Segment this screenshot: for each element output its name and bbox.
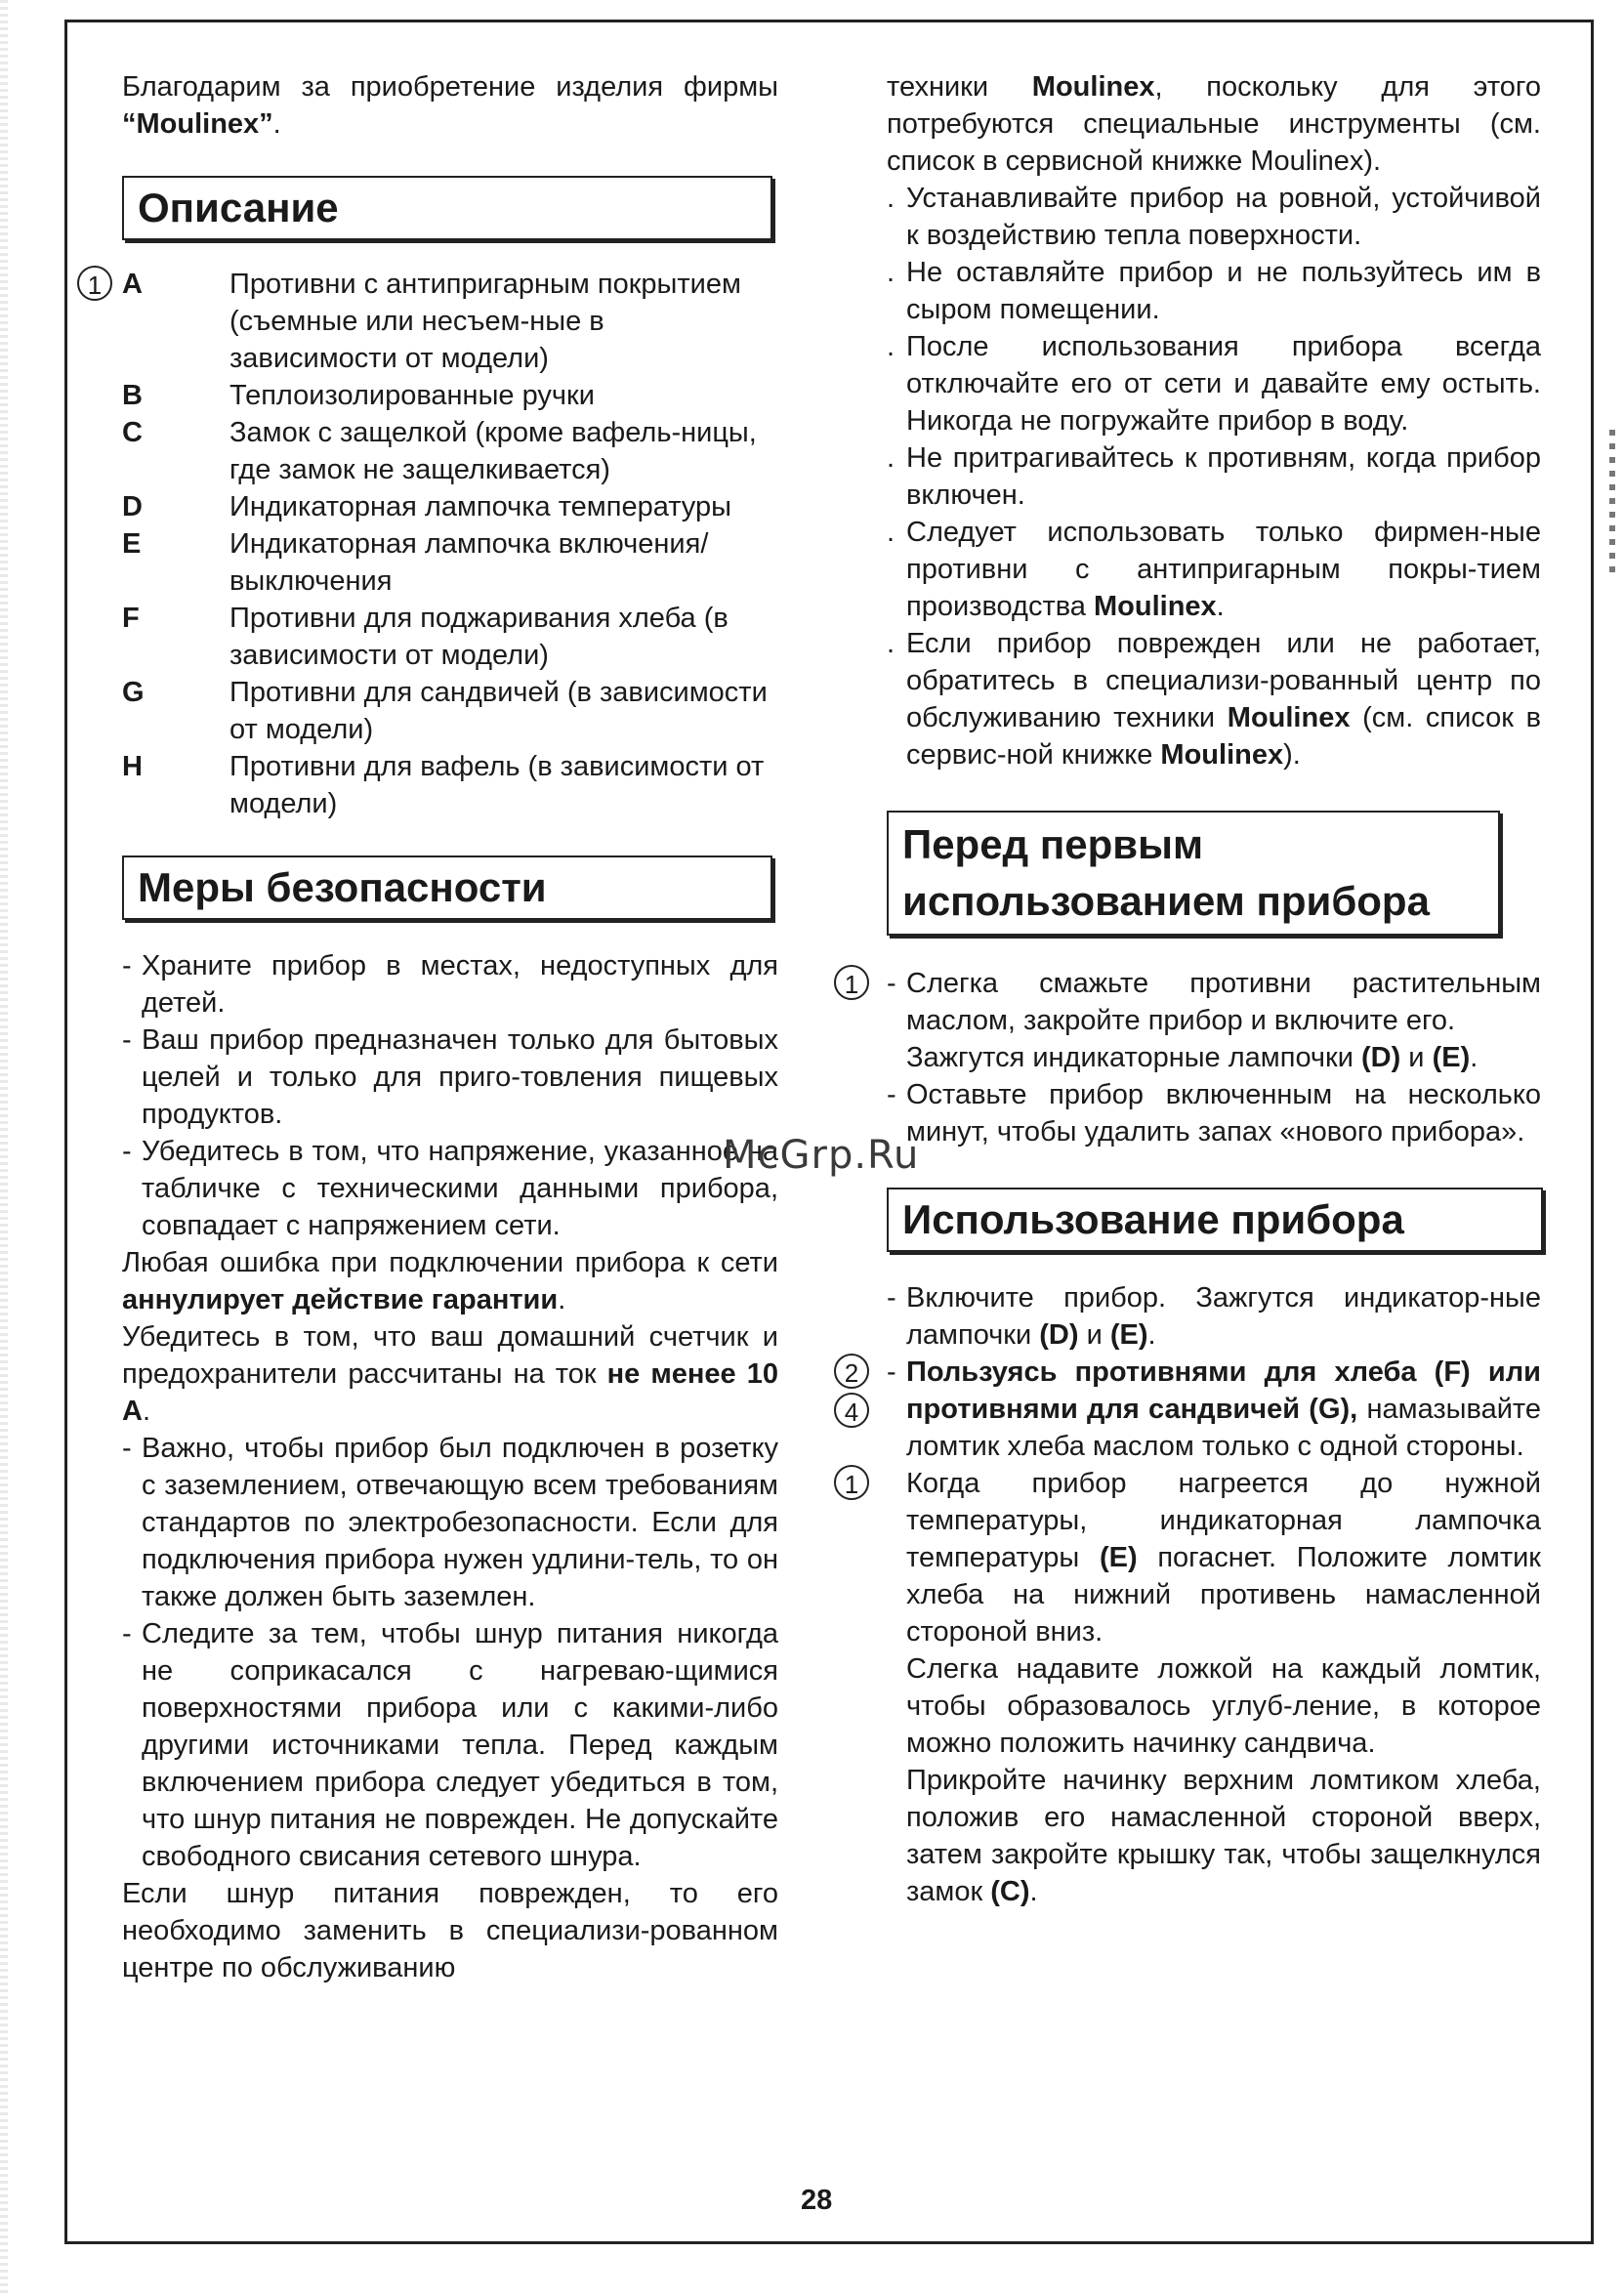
watermark: McGrp.Ru bbox=[723, 1133, 920, 1178]
page-number: 28 bbox=[801, 2185, 833, 2216]
safety-current-text: Убедитесь в том, что ваш домашний счетчик и предохранители рассчитаны на ток не менее 10 А. bbox=[122, 1321, 779, 1427]
safety-bullet-9: . Не притрагивайтесь к противням, когда прибор включен. bbox=[887, 442, 1541, 511]
safety-bullet-11: . Если прибор поврежден или не работает, обратитесь в специализи-рованный центр по обслуживанию техники Moulinex (см. список в сервис-ной книжке Moulinex). bbox=[887, 628, 1541, 771]
desc-item-d: D Индикаторная лампочка температуры bbox=[122, 491, 731, 522]
desc-item-c: C Замок с защелкой (кроме вафель-ницы, где замок не защелкивается) bbox=[122, 417, 757, 485]
intro-text: Благодарим за приобретение изделия фирмы “Moulinex”. bbox=[122, 71, 778, 140]
scan-edge-marks bbox=[1609, 430, 1615, 576]
usage-heading: Использование прибора bbox=[887, 1188, 1543, 1252]
safety-bullet-8: . После использования прибора всегда отключайте его от сети и давайте ему остыть. Никогда не погружайте прибор в воду. bbox=[887, 331, 1541, 437]
left-column bbox=[87, 68, 779, 1986]
first-use-bullet-2: - Оставьте прибор включенным на несколько минут, чтобы удалить запах «нового прибора». bbox=[887, 1079, 1541, 1148]
safety-bullet-6: . Устанавливайте прибор на ровной, устойчивой к воздействию тепла поверхности. bbox=[887, 183, 1541, 251]
safety-bullet-4: - Важно, чтобы прибор был подключен в розетку с заземлением, отвечающую всем требованиям стандартов по электробезопасности. Если для подключения прибора нужен удлини-тель, то он также должен быть заземлен. bbox=[122, 1433, 778, 1612]
usage-bullet-2-wrap bbox=[844, 1354, 1542, 1465]
safety-bullet-10: . Следует использовать только фирмен-ные противни с антипригарным покры-тием производства Moulinex. bbox=[887, 517, 1541, 622]
figure-ref-4: 4 bbox=[834, 1393, 869, 1428]
desc-item-g: G Противни для сандвичей (в зависимости от модели) bbox=[122, 677, 768, 745]
usage-step-press: Слегка надавите ложкой на каждый ломтик, чтобы образовалось углуб-ление, в которое можно положить начинку сандвича. bbox=[906, 1653, 1541, 1759]
usage-step-heat: Когда прибор нагреется до нужной температуры, индикаторная лампочка температуры (E) погаснет. Положите ломтик хлеба на нижний противень намасленной стороной вниз. bbox=[906, 1468, 1541, 1648]
figure-ref-1: 1 bbox=[77, 266, 112, 301]
safety-warranty-text: Любая ошибка при подключении прибора к сети аннулирует действие гарантии. bbox=[122, 1247, 778, 1315]
safety-bullet-5: - Следите за тем, чтобы шнур питания никогда не соприкасался с нагреваю-щимися поверхностями прибора или с какими-либо другими источниками тепла. Перед каждым включением прибора следует убедиться в том, что шнур питания не поврежден. Не допускайте свободного свисания сетевого шнура. bbox=[122, 1618, 778, 1872]
usage-bullet-1: - Включите прибор. Зажгутся индикатор-ные лампочки (D) и (E). bbox=[887, 1282, 1541, 1351]
first-use-heading: Перед первым использованием прибора bbox=[887, 811, 1500, 936]
description-heading: Описание bbox=[122, 176, 772, 240]
safety-heading: Меры безопасности bbox=[122, 855, 772, 920]
figure-ref-1-first-use: 1 bbox=[834, 965, 869, 1000]
usage-steps bbox=[844, 1465, 1541, 1910]
desc-item-a: A Противни с антипригарным покрытием (съемные или несъем-ные в зависимости от модели) bbox=[122, 269, 741, 374]
safety-cord-text: Если шнур питания поврежден, то его необходимо заменить в специализи-рованном центре по обслуживанию bbox=[122, 1878, 778, 1983]
first-use-bullet-1: - Слегка смажьте противни растительным маслом, закройте прибор и включите его. bbox=[887, 968, 1541, 1036]
safety-bullet-2: - Ваш прибор предназначен только для бытовых целей и только для приго-товления пищевых продуктов. bbox=[122, 1024, 778, 1130]
figure-ref-2: 2 bbox=[834, 1354, 869, 1389]
usage-section bbox=[844, 1279, 1542, 1910]
usage-bullet-2: - Пользуясь противнями для хлеба (F) или противнями для сандвичей (G), намазывайте ломтик хлеба маслом только с одной стороны. bbox=[887, 1356, 1542, 1462]
figure-ref-1-usage: 1 bbox=[834, 1465, 869, 1500]
desc-item-e: E Индикаторная лампочка включения/выключения bbox=[122, 528, 709, 597]
first-use-section bbox=[844, 965, 1541, 1150]
usage-step-close: Прикройте начинку верхним ломтиком хлеба, положив его намасленной стороной вверх, затем закройте крышку так, чтобы защелкнулся замок (C). bbox=[906, 1765, 1541, 1907]
safety-bullet-3: - Убедитесь в том, что напряжение, указанное на табличке с техническими данными прибора, совпадает с напряжением сети. bbox=[122, 1136, 778, 1241]
first-use-lamps-text: Зажгутся индикаторные лампочки (D) и (E). bbox=[906, 1042, 1478, 1073]
safety-cord-continuation: техники Moulinex, поскольку для этого потребуются специальные инструменты (см. список в сервисной книжке Moulinex). bbox=[887, 71, 1541, 177]
description-list bbox=[87, 266, 778, 822]
safety-bullet-7: . Не оставляйте прибор и не пользуйтесь им в сыром помещении. bbox=[887, 257, 1541, 325]
right-column bbox=[844, 68, 1542, 1910]
scan-edge-noise bbox=[0, 0, 8, 2295]
safety-bullet-1: - Храните прибор в местах, недоступных для детей. bbox=[122, 950, 778, 1019]
desc-item-f: F Противни для поджаривания хлеба (в зависимости от модели) bbox=[122, 603, 729, 671]
desc-item-b: B Теплоизолированные ручки bbox=[122, 380, 595, 411]
desc-item-h: H Противни для вафель (в зависимости от модели) bbox=[122, 751, 765, 819]
